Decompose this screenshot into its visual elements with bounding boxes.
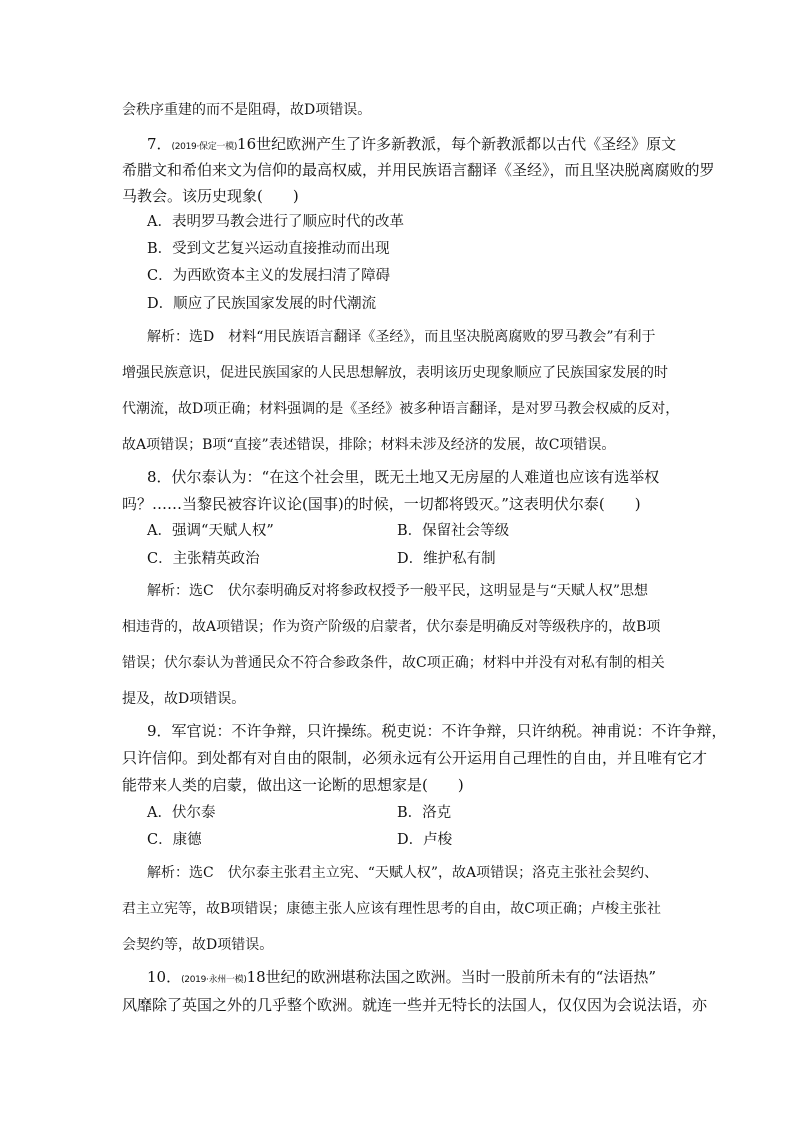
question-stem-line: 马教会。该历史现象( ) — [122, 187, 299, 205]
question-8-first-line — [147, 467, 659, 487]
question-stem-line: 军官说：不许争辩，只许操练。税吏说：不许争辩，只许纳税。神甫说：不许争辩， — [171, 722, 727, 740]
analysis-line: 错误；伏尔泰认为普通民众不符合参政条件，故C项正确；材料中并没有对私有制的相关 — [122, 655, 665, 671]
question-stem-line: 16世纪欧洲产生了许多新教派，每个新教派都以古代《圣经》原文 — [237, 135, 677, 153]
option-b: B．洛克 — [397, 805, 452, 821]
question-source: (2019·保定一模) — [171, 142, 238, 152]
question-7-first-line — [147, 134, 676, 157]
analysis-line: 增强民族意识，促进民族国家的人民思想解放，表明该历史现象顺应了民族国家发展的时 — [122, 365, 668, 381]
question-number: 8． — [147, 468, 172, 486]
analysis-line: 代潮流，故D项正确；材料强调的是《圣经》被多种语言翻译，是对罗马教会权威的反对， — [122, 401, 680, 417]
question-9-first-line — [147, 721, 727, 741]
question-number: 10． — [147, 968, 182, 986]
question-stem-line: 希腊文和希伯来文为信仰的最高权威，并用民族语言翻译《圣经》，而且坚决脱离腐败的罗 — [122, 161, 715, 179]
option-d: D．顺应了民族国家发展的时代潮流 — [147, 296, 377, 312]
analysis-line: 解析：选D 材料“用民族语言翻译《圣经》，而且坚决脱离腐败的罗马教会”有利于 — [147, 329, 656, 345]
question-number: 9． — [147, 722, 172, 740]
question-stem-line: 伏尔泰认为：“在这个社会里，既无土地又无房屋的人难道也应该有选举权 — [171, 468, 660, 486]
analysis-line: 会契约等，故D项错误。 — [122, 937, 274, 953]
question-stem-line: 风靡除了英国之外的几乎整个欧洲。就连一些并无特长的法国人，仅仅因为会说法语，亦 — [122, 996, 708, 1014]
question-source: (2019·永州一模) — [181, 975, 247, 985]
option-c: C．主张精英政治 — [147, 551, 260, 567]
analysis-line: 君主立宪等，故B项错误；康德主张人应该有理性思考的自由，故C项正确；卢梭主张社 — [122, 901, 661, 917]
option-a: A．表明罗马教会进行了顺应时代的改革 — [147, 214, 404, 230]
option-c: C．康德 — [147, 832, 202, 848]
question-number: 7． — [147, 135, 172, 153]
option-a: A．强调“天赋人权” — [147, 523, 274, 539]
analysis-line: 相违背的，故A项错误；作为资产阶级的启蒙者，伏尔泰是明确反对等级秩序的，故B项 — [122, 619, 661, 635]
option-a: A．伏尔泰 — [147, 805, 216, 821]
analysis-line: 解析：选C 伏尔泰明确反对将参政权授予一般平民，这明显是与“天赋人权”思想 — [147, 583, 649, 599]
question-stem-line: 吗？……当黎民被容许议论(国事)的时候，一切都将毁灭。”这表明伏尔泰( ) — [122, 495, 641, 513]
question-stem-line: 18世纪的欧洲堪称法国之欧洲。当时一股前所未有的“法语热” — [246, 968, 657, 986]
analysis-line: 提及，故D项错误。 — [122, 691, 246, 707]
previous-analysis-tail: 会秩序重建的而不是阻碍，故D项错误。 — [122, 102, 372, 118]
question-stem-line: 只许信仰。到处都有对自由的限制，必须永远有公开运用自己理性的自由，并且唯有它才 — [122, 749, 708, 767]
option-b: B．受到文艺复兴运动直接推动而出现 — [147, 241, 390, 257]
option-c: C．为西欧资本主义的发展扫清了障碍 — [147, 268, 391, 284]
option-d: D．维护私有制 — [397, 551, 496, 567]
question-10-first-line — [147, 967, 656, 990]
question-stem-line: 能带来人类的启蒙，做出这一论断的思想家是( ) — [122, 776, 464, 794]
analysis-line: 解析：选C 伏尔泰主张君主立宪、“天赋人权”，故A项错误；洛克主张社会契约、 — [147, 865, 659, 881]
option-b: B．保留社会等级 — [397, 523, 510, 539]
option-d: D．卢梭 — [397, 832, 453, 848]
analysis-line: 故A项错误；B项“直接”表述错误，排除；材料未涉及经济的发展，故C项错误。 — [122, 437, 616, 453]
